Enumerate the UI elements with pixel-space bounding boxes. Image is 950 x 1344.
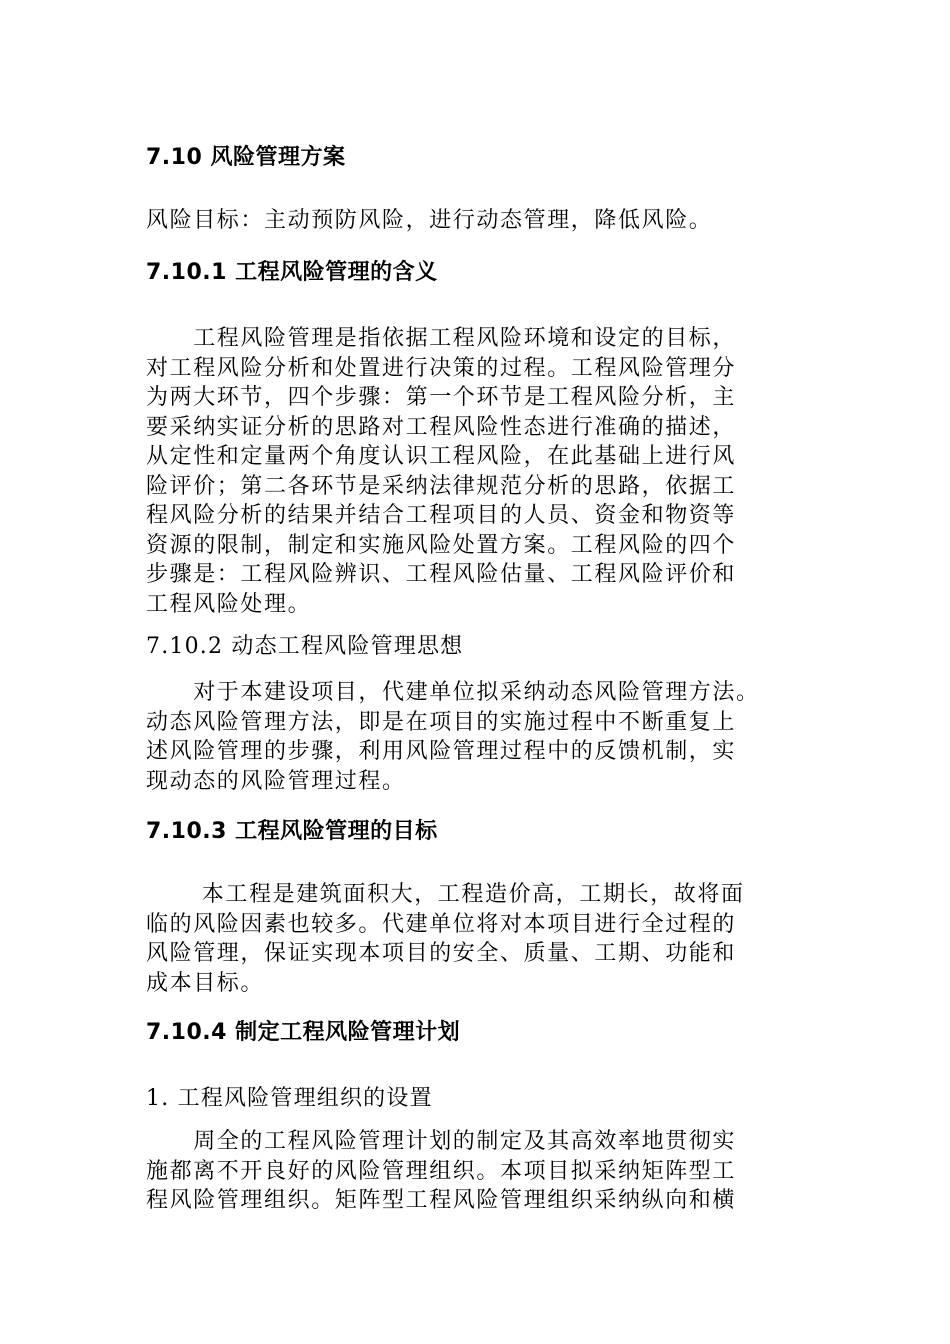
text-line: 对工程风险分析和处置进行决策的过程。工程风险管理分 — [146, 355, 737, 381]
paragraph-risk-definition — [146, 324, 816, 619]
section-heading-7-10-3: 7.10.3 工程风险管理的目标 — [146, 819, 438, 844]
text-line: 要采纳实证分析的思路对工程风险性态进行准确的描述， — [146, 414, 737, 440]
text-line: 步骤是：工程风险辨识、工程风险估量、工程风险评价和 — [146, 562, 737, 587]
text-line: 对于本建设项目，代建单位拟采纳动态风险管理方法。 — [146, 680, 760, 705]
text-line: 述风险管理的步骤，利用风险管理过程中的反馈机制，实 — [146, 739, 737, 764]
text-line: 为两大环节，四个步骤：第一个环节是工程风险分析，主 — [146, 385, 737, 410]
paragraph-risk-organization — [146, 1127, 816, 1216]
text-line: 临的风险因素也较多。代建单位将对本项目进行全过程的 — [146, 911, 737, 937]
paragraph-risk-objectives — [146, 880, 816, 998]
text-line: 工程风险处理。 — [146, 591, 312, 617]
section-heading-7-10: 7.10 风险管理方案 — [146, 145, 346, 170]
risk-goal-text: 风险目标：主动预防风险，进行动态管理，降低风险。 — [146, 208, 713, 233]
section-heading-7-10-2: 7.10.2 动态工程风险管理思想 — [146, 634, 464, 659]
text-line: 资源的限制，制定和实施风险处置方案。工程风险的四个 — [146, 532, 737, 558]
text-line: 现动态的风险管理过程。 — [146, 768, 406, 794]
text-line: 周全的工程风险管理计划的制定及其高效率地贯彻实 — [146, 1129, 737, 1154]
paragraph-dynamic-management — [146, 678, 816, 796]
text-line: 风险管理，保证实现本项目的安全、质量、工期、功能和 — [146, 941, 737, 966]
text-line: 程风险分析的结果并结合工程项目的人员、资金和物资等 — [146, 503, 737, 528]
list-item-1-heading: 1. 工程风险管理组织的设置 — [146, 1086, 433, 1111]
text-line: 险评价；第二各环节是采纳法律规范分析的思路，依据工 — [146, 473, 737, 499]
text-line: 动态风险管理方法，即是在项目的实施过程中不断重复上 — [146, 709, 737, 735]
text-line: 工程风险管理是指依据工程风险环境和设定的目标， — [146, 326, 737, 351]
text-line: 成本目标。 — [146, 970, 265, 996]
text-line: 本工程是建筑面积大，工程造价高，工期长，故将面 — [146, 882, 745, 907]
section-heading-7-10-1: 7.10.1 工程风险管理的含义 — [146, 260, 438, 285]
text-line: 施都离不开良好的风险管理组织。本项目拟采纳矩阵型工 — [146, 1158, 737, 1184]
text-line: 从定性和定量两个角度认识工程风险，在此基础上进行风 — [146, 444, 737, 469]
text-line: 程风险管理组织。矩阵型工程风险管理组织采纳纵向和横 — [146, 1188, 737, 1213]
section-heading-7-10-4: 7.10.4 制定工程风险管理计划 — [146, 1020, 461, 1045]
